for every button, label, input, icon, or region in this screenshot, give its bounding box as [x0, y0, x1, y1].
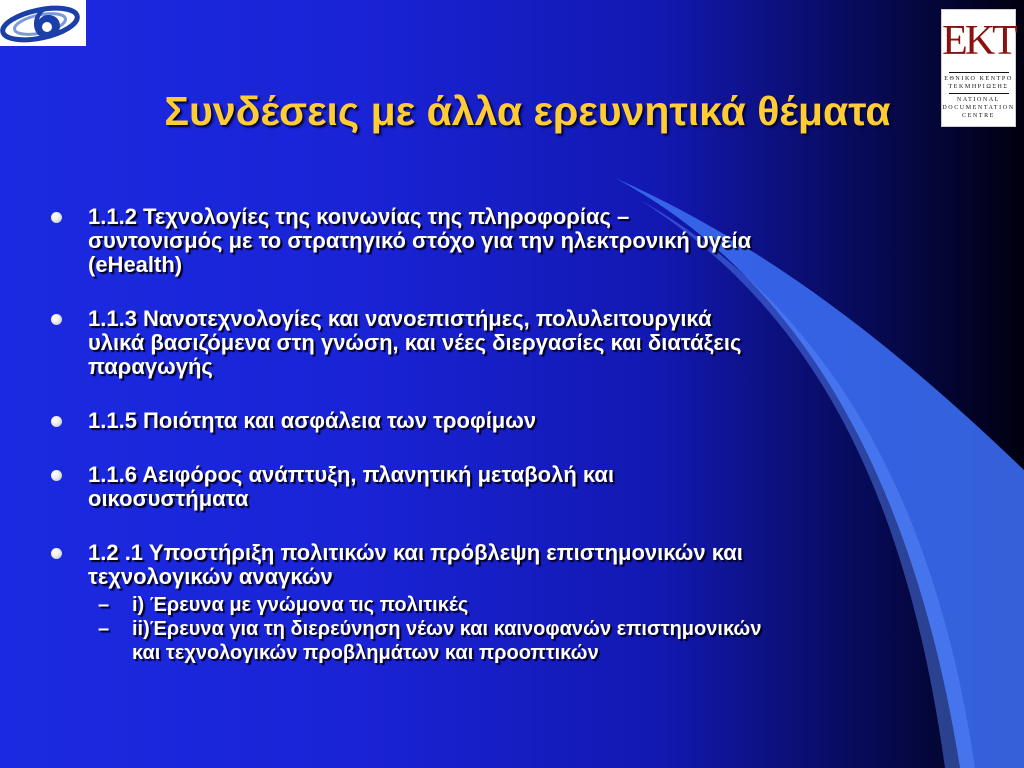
slide-title: Συνδέσεις με άλλα ερευνητικά θέματα [164, 88, 891, 134]
bullet-item [48, 541, 948, 665]
ekt-logo-line-1: ΕΘΝΙΚΟ ΚΕΝΤΡΟ [944, 76, 1013, 82]
fp6-logo-icon [0, 0, 86, 46]
bullet-dot-icon [51, 314, 62, 325]
ekt-logo-line-3: NATIONAL [956, 97, 1001, 103]
bullet-dot-icon [51, 470, 62, 481]
sub-bullet-item [88, 593, 948, 617]
ekt-logo-line-5: CENTRE [962, 113, 995, 119]
bullet-item [48, 409, 948, 433]
bullet-text-line: οικοσυστήματα [88, 486, 249, 511]
ekt-logo-line-2: ΤΕΚΜΗΡΙΩΣΗΣ [948, 84, 1009, 90]
sub-bullet-dash: – [98, 594, 110, 616]
bullet-dot-icon [51, 212, 62, 223]
bullet-text-line: συντονισμός με το στρατηγικό στόχο για την ηλεκτρονική υγεία [88, 228, 752, 253]
sub-bullet-text-line: i) Έρευνα με γνώμονα τις πολιτικές [132, 594, 469, 616]
bullet-text-line: παραγωγής [88, 354, 213, 379]
sub-bullet-text-line: ii)Έρευνα για τη διερεύνηση νέων και καινοφανών επιστημονικών [132, 618, 762, 640]
bullet-item [48, 463, 948, 511]
bullet-dot-icon [51, 548, 62, 559]
ekt-logo-mark: EKT [942, 18, 1015, 64]
bullet-item [48, 205, 948, 277]
ekt-logo-divider [949, 72, 1009, 73]
sub-bullet-item [88, 617, 948, 665]
bullet-item [48, 307, 948, 379]
bullet-text-line: τεχνολογικών αναγκών [88, 564, 333, 589]
sub-bullet-text-line: και τεχνολογικών προβλημάτων και προοπτικών [132, 642, 599, 664]
bullet-text-line: 1.2 .1 Υποστήριξη πολιτικών και πρόβλεψη επιστημονικών και [88, 540, 743, 565]
bullet-text-line: 1.1.2 Τεχνολογίες της κοινωνίας της πληροφορίας – [88, 204, 630, 229]
bullet-text-line: 1.1.6 Αειφόρος ανάπτυξη, πλανητική μεταβολή και [88, 462, 615, 487]
bullet-text-line: (eHealth) [88, 252, 183, 277]
bullet-dot-icon [51, 416, 62, 427]
bullet-text-line: 1.1.5 Ποιότητα και ασφάλεια των τροφίμων [88, 408, 537, 433]
sub-bullet-dash: – [98, 618, 110, 640]
bullet-text-line: 1.1.3 Νανοτεχνολογίες και νανοεπιστήμες, πολυλειτουργικά [88, 306, 712, 331]
sub-bullet-list [88, 593, 948, 665]
bullet-list [48, 205, 948, 665]
bullet-text-line: υλικά βασιζόμενα στη γνώση, και νέες διεργασίες και διατάξεις [88, 330, 742, 355]
ekt-logo-line-4: DOCUMENTATION [942, 105, 1015, 111]
